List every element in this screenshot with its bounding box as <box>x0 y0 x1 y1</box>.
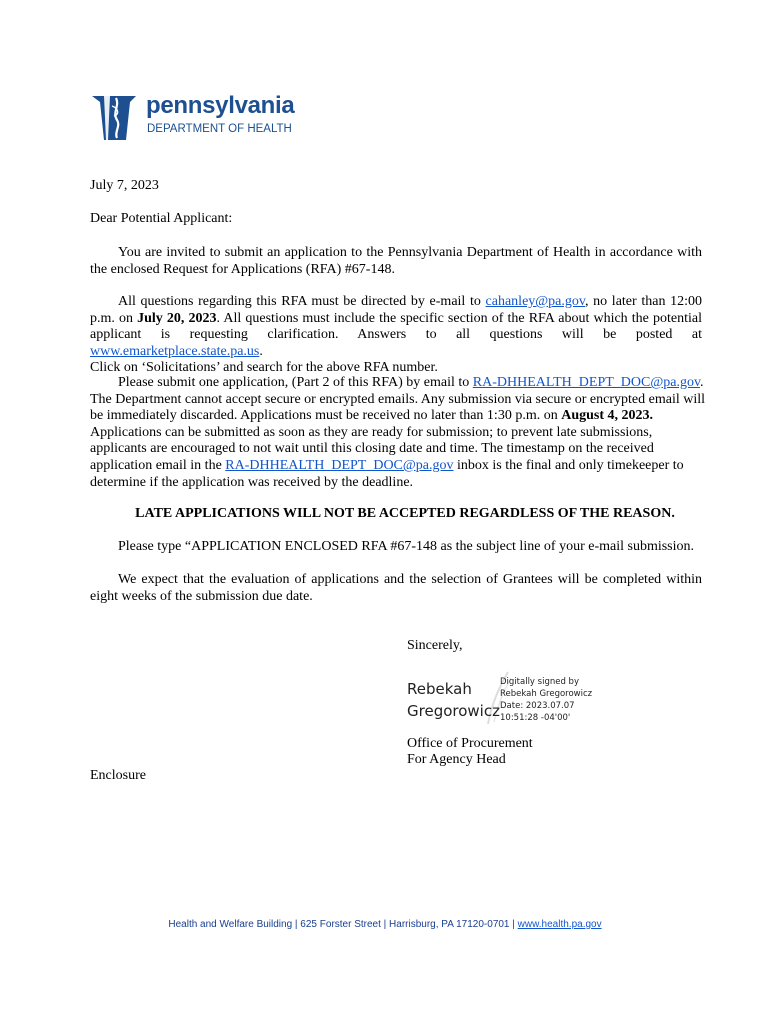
signature-detail: Rebekah Gregorowicz <box>500 689 593 699</box>
late-applications-notice: LATE APPLICATIONS WILL NOT BE ACCEPTED REGARDLESS OF THE REASON. <box>135 506 675 521</box>
signature-last-name: Gregorowicz <box>407 702 500 720</box>
paragraph-line: The Department cannot accept secure or encrypted emails. Any submission via secure or encrypted email will <box>90 391 706 407</box>
paragraph-line: Applications can be submitted as soon as they are ready for submission; to prevent late submissions, <box>90 424 653 440</box>
paragraph-line: You are invited to submit an application to the Pennsylvania Department of Health in accordance with <box>118 245 702 260</box>
text-run: All questions regarding this RFA must be directed by e-mail to <box>118 294 486 309</box>
enclosure-note: Enclosure <box>90 768 146 783</box>
signature-detail: 10:51:28 -04'00' <box>500 713 571 723</box>
text-run: applicant is requesting clarification. Answers to all questions will be posted at <box>90 327 702 343</box>
signer-role: For Agency Head <box>407 752 506 767</box>
emarketplace-link[interactable]: www.emarketplace.state.pa.us <box>90 343 260 359</box>
salutation: Dear Potential Applicant: <box>90 211 233 226</box>
footer-website-link[interactable]: www.health.pa.gov <box>517 919 602 930</box>
questions-deadline: July 20, 2023 <box>137 310 217 326</box>
text-run: inbox is the final and only timekeeper to <box>453 457 684 473</box>
paragraph-questions <box>90 294 702 377</box>
letterhead-logo <box>90 92 310 144</box>
footer-text: Health and Welfare Building | 625 Forster Street | Harrisburg, PA 17120-0701 | <box>168 919 518 930</box>
paragraph-line <box>90 408 702 425</box>
paragraph-invitation <box>90 245 702 278</box>
paragraph-line: eight weeks of the submission due date. <box>90 588 313 604</box>
text-run: Please submit one application, (Part 2 of this RFA) by email to <box>118 375 473 390</box>
paragraph-line: applicants are encouraged to not wait until this closing date and time. The timestamp on the received <box>90 441 654 457</box>
paragraph-line: We expect that the evaluation of applications and the selection of Grantees will be completed within <box>118 572 702 587</box>
paragraph-line: determine if the application was received by the deadline. <box>90 474 414 490</box>
signer-office: Office of Procurement <box>407 736 533 751</box>
inbox-email-link[interactable]: RA-DHHEALTH_DEPT_DOC@pa.gov <box>225 457 454 473</box>
text-run: . <box>700 375 704 390</box>
text-run: p.m. on <box>90 310 138 326</box>
paragraph-line <box>90 375 702 392</box>
subject-line-instruction: Please type “APPLICATION ENCLOSED RFA #67-148 as the subject line of your e-mail submission. <box>118 539 695 554</box>
questions-email-link[interactable]: cahanley@pa.gov <box>485 294 585 309</box>
signature-detail: Digitally signed by <box>500 677 579 687</box>
paragraph-line <box>90 294 702 311</box>
text-run: application email in the <box>90 457 226 473</box>
dept-name: DEPARTMENT OF HEALTH <box>147 123 292 135</box>
paragraph-submission <box>90 375 706 491</box>
signature-first-name: Rebekah <box>407 680 472 698</box>
submission-deadline: August 4, 2023. <box>561 408 654 424</box>
text-run: . All questions must include the specific section of the RFA about which the potential <box>216 310 703 326</box>
paragraph-line <box>90 311 702 328</box>
paragraph-line: the enclosed Request for Applications (RFA) #67-148. <box>90 261 395 277</box>
closing: Sincerely, <box>407 638 463 653</box>
paragraph-line <box>90 458 702 475</box>
footer-address <box>0 919 770 930</box>
text-run: be immediately discarded. Applications must be received no later than 1:30 p.m. on <box>90 408 562 424</box>
paragraph-evaluation <box>90 572 702 605</box>
text-run: . <box>259 343 263 359</box>
org-name: pennsylvania <box>146 92 295 119</box>
letter-date: July 7, 2023 <box>90 178 159 193</box>
signature-detail: Date: 2023.07.07 <box>500 701 575 711</box>
submission-email-link[interactable]: RA-DHHEALTH_DEPT_DOC@pa.gov <box>472 375 701 390</box>
paragraph-line <box>90 327 702 360</box>
text-run: , no later than 12:00 <box>584 294 702 309</box>
paragraph-line: Click on ‘Solicitations’ and search for the above RFA number. <box>90 360 438 376</box>
keystone-logo-icon <box>90 92 140 144</box>
